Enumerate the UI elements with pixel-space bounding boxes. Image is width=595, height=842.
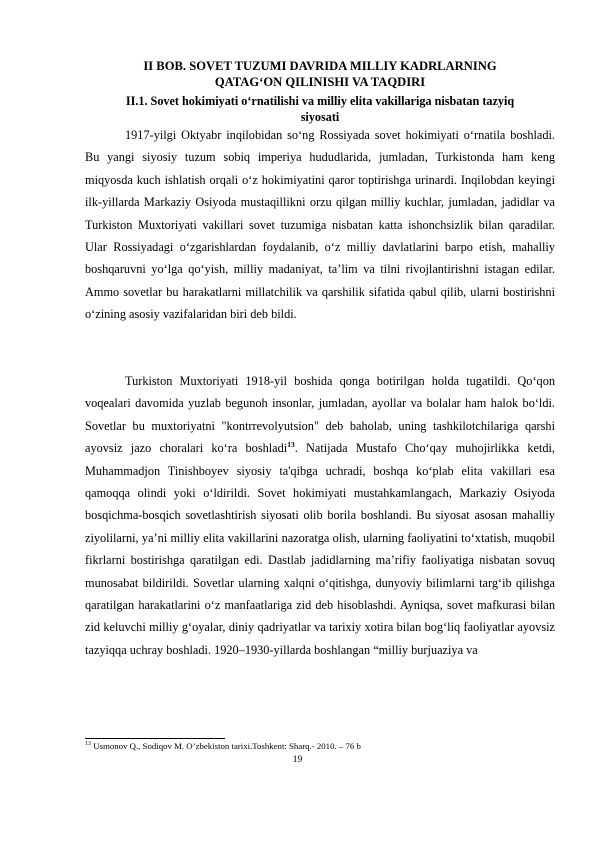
footnote xyxy=(85,741,555,752)
footnote-separator xyxy=(85,738,225,739)
paragraph-2-text-before-ref: Turkiston Muxtoriyati 1918-yil boshida qonga botirilgan holda tugatildi. Qo‘qon voqealari davomida yuzlab begunoh insonlar, jumladan, ayollar va bolalar ham halok bo‘ldi. Sovetlar bu muxtoriyatni "kontrrevolyutsion" deb baholab, uning tashkilotchilariga qarshi ayovsiz jazo choralari ko‘ra boshladi xyxy=(85,374,555,456)
section-title-line-1: II.1. Sovet hokimiyati o‘rnatilishi va milliy elita vakillariga nisbatan tazyiq xyxy=(125,94,515,108)
footnote-number: 13 xyxy=(85,741,91,748)
footnote-reference[interactable]: 13 xyxy=(287,440,295,450)
paragraph-2-text-after-ref: . Natijada Mustafo Cho‘qay muhojirlikka ketdi, Muhammadjon Tinishboyev siyosiy ta'qibga uchradi, boshqa ko‘plab elita vakillari esa qamoqqa olindi yoki o‘ldirildi. Sovet hokimiyati mustahkamlangach, Markaziy Osiyoda bosqichma-bosqich sovetlashtirish siyosati olib borila boshlandi. Bu siyosat asosan mahalliy ziyolilarni, ya’ni milliy elita vakillarini nazoratga olish, ularning faoliyatini to‘xtatish, muqobil fikrlarni bostirishga qaratilgan edi. Dastlab jadidlarning ma’rifiy faoliyatiga nisbatan sovuq munosabat bildirildi. Sovetlar ularning xalqni o‘qitishga, dunyoviy bilimlarni targ‘ib qilishga qaratilgan harakatlarini o‘z manfaatlariga zid deb hisoblashdi. Ayniqsa, sovet mafkurasi bilan zid keluvchi milliy g‘oyalar, diniy qadriyatlar va tarixiy xotira bilan bog‘liq faoliyatlar ayovsiz tazyiqqa uchray boshladi. 1920–1930-yillarda boshlangan “milliy burjuaziya va xyxy=(85,441,555,657)
body-paragraph-2 xyxy=(85,370,555,661)
body-paragraph-1: 1917-yilgi Oktyabr inqilobidan so‘ng Rossiyada sovet hokimiyati o‘rnatila boshladi. Bu yangi siyosiy tuzum sobiq imperiya hududlarida, jumladan, Turkistonda ham keng miqyosda kuch ishlatish orqali o‘z hokimiyatini qaror toptirishga urinardi. Inqilobdan keyingi ilk-yillarda Markaziy Osiyoda mustaqillikni orzu qilgan milliy kuchlar, jumladan, jadidlar va Turkiston Muxtoriyati vakillari sovet tuzumiga nisbatan katta ishonchsizlik bilan qaradilar. Ular Rossiyadagi o‘zgarishlardan foydalanib, o‘z milliy davlatlarini barpo etish, mahalliy boshqaruvni yo‘lga qo‘yish, milliy madaniyat, ta’lim va tilni rivojlantirishni istagan edilar. Ammo sovetlar bu harakatlarni millatchilik va qarshilik sifatida qabul qilib, ularni bostirishni o‘zining asosiy vazifalaridan biri deb bildi. xyxy=(85,128,555,322)
page-number: 19 xyxy=(292,755,303,765)
chapter-title-line-1: II BOB. SOVET TUZUMI DAVRIDA MILLIY KADRLARNING xyxy=(143,59,497,73)
chapter-title-line-2: QATAG‘ON QILINISHI VA TAQDIRI xyxy=(214,75,426,89)
footnote-text: Usmonov Q., Sodiqov M. O’zbekiston tarixi.Toshkent: Sharq.- 2010. – 76 b xyxy=(91,741,361,751)
section-title-line-2: siyosati xyxy=(300,110,340,124)
